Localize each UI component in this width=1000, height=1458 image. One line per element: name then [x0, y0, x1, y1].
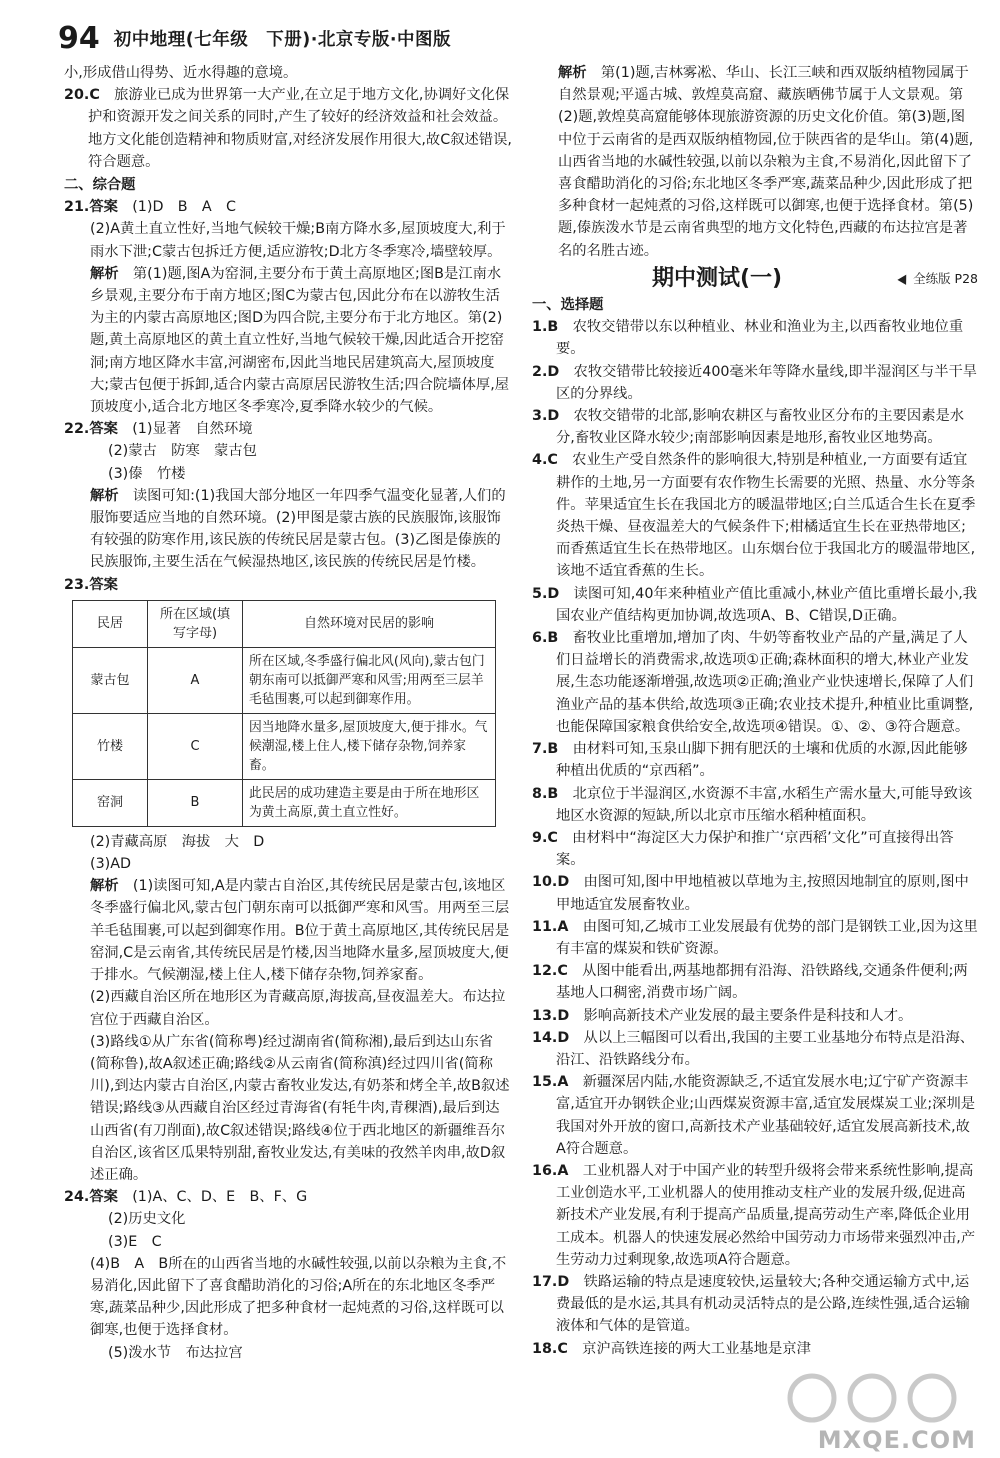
midterm-title: 期中测试(一) — [652, 265, 783, 291]
table-cell: C — [148, 713, 243, 779]
table-cell: 因当地降水量多,屋顶坡度大,便于排水。气候潮湿,楼上住人,楼下储存杂物,饲养家畜。 — [243, 713, 496, 779]
answer-explanation: 农牧交错带的北部,影响农耕区与畜牧业区分布的主要因素是水分,畜牧业区降水较少;南部影响因素是地形,畜牧业区地势高。 — [556, 408, 965, 447]
choice-answer-item — [532, 627, 978, 738]
table-row — [73, 779, 496, 826]
answer-explanation: 农牧交错带以东以种植业、林业和渔业为主,以西畜牧业地位重要。 — [556, 319, 964, 358]
answer-text: (4)B A B所在的山西省当地的水碱性较强,以前以杂粮为主食,不易消化,因此留下了喜食醋助消化的习俗;A所在的东北地区冬季严寒,蔬菜品种少,因此形成了把多种食材一起炖煮的习俗,这样既可以御寒,也便于选择食材。 — [90, 1255, 507, 1339]
choice-answer-item — [532, 827, 978, 871]
answer-item-23: 23.答案 — [64, 576, 118, 593]
table-cell: 窑洞 — [73, 779, 148, 826]
table-row — [73, 713, 496, 779]
answer-number: 7.B — [532, 741, 559, 758]
answer-explanation: 影响高新技术产业发展的最主要条件是科技和人才。 — [583, 1007, 913, 1024]
answer-number: 18.C — [532, 1340, 568, 1357]
analysis-text: 解析 第(1)题,图A为窑洞,主要分布于黄土高原地区;图B是江南水乡景观,主要分布于南方地区;图C为蒙古包,因此分布在以游牧生活为主的内蒙古高原地区;图D为四合院,主要分布于北方地区。第(2)题,黄土高原地区的黄土直立性好,当地气候较干燥,因此适合开挖窑洞;南方地区降水丰富,河湖密布,因此当地民居建筑高大,屋顶坡度大;蒙古包便于拆卸,适合内蒙古高原居民游牧生活;四合院墙体厚,屋顶坡度小,适合北方地区冬季寒冷,夏季降水较少的气候。 — [90, 265, 510, 416]
answer-item-24: 24.答案 (1)A、C、D、E B、F、G — [64, 1189, 308, 1206]
answer-table — [72, 600, 496, 827]
answer-text: (3)傣 竹楼 — [108, 465, 186, 482]
page-number: 94 — [58, 20, 100, 56]
answer-number: 14.D — [532, 1029, 570, 1046]
table-row — [73, 647, 496, 713]
answer-number: 16.A — [532, 1162, 569, 1179]
answer-explanation: 由图可知,乙城市工业发展最有优势的部门是钢铁工业,因为这里有丰富的煤炭和铁矿资源。 — [556, 918, 978, 957]
choice-answer-item — [532, 960, 978, 1004]
choice-answer-item — [532, 449, 978, 582]
answer-explanation: 铁路运输的特点是速度较快,运量较大;各种交通运输方式中,运费最低的是水运,其具有机动灵活特点的是公路,连续性强,适合运输液体和气体的是管道。 — [556, 1273, 970, 1335]
answer-number: 2.D — [532, 363, 560, 380]
pointer-icon — [897, 273, 910, 286]
watermark-text: MXQE.COM — [817, 1426, 976, 1454]
answer-explanation: 北京位于半湿润区,水资源不丰富,水稻生产需水量大,可能导致该地区水资源的短缺,所以北京市压缩水稻种植面积。 — [556, 785, 973, 824]
choice-answer-item — [532, 1027, 978, 1071]
answer-text: (3)E C — [108, 1233, 162, 1250]
answer-text: (2)青藏高原 海拔 大 D — [90, 833, 265, 850]
answer-explanation: 由图可知,图中甲地植被以草地为主,按照因地制宜的原则,图中甲地适宜发展畜牧业。 — [556, 874, 969, 913]
answer-text: (2)蒙古 防寒 蒙古包 — [108, 443, 257, 460]
answer-explanation: 从图中能看出,两基地都拥有沿海、沿铁路线,交通条件便利;两基地人口稠密,消费市场广阔。 — [556, 963, 968, 1002]
choice-answer-item — [532, 316, 978, 360]
answer-explanation: 由材料中“海淀区大力保护和推广‘京西稻’文化”可直接得出答案。 — [556, 829, 954, 869]
answer-explanation: 农业生产受自然条件的影响很大,特别是种植业,一方面要有适宜耕作的土地,另一方面要有农作物生长需要的光照、热量、水分等条件。苹果适宜生长在我国北方的暖温带地区;白兰瓜适合生长在夏季炎热干燥、昼夜温差大的气候条件下;柑橘适宜生长在亚热带地区;而香蕉适宜生长在热带地区。山东烟台位于我国北方的暖温带地区,该地不适宜香蕉的生长。 — [556, 452, 976, 580]
table-header: 民居 — [73, 600, 148, 647]
table-header-row — [73, 600, 496, 647]
answer-number: 13.D — [532, 1007, 570, 1024]
left-column — [64, 62, 512, 1364]
section-heading-2: 二、综合题 — [64, 177, 136, 194]
section-heading-1: 一、选择题 — [532, 297, 604, 314]
reference-label: 全练版 P28 — [899, 268, 978, 290]
choice-answer-item — [532, 871, 978, 915]
answer-explanation: 新疆深居内陆,水能资源缺乏,不适宜发展水电;辽宁矿产资源丰富,适宜开办钢铁企业;山西煤炭资源丰富,适宜发展煤炭工业;深圳是我国对外开放的窗口,高新技术产业基础较好,适宜发展高新技术,故A符合题意。 — [556, 1074, 976, 1157]
page-header — [58, 18, 451, 58]
answer-text: (2)A黄土直立性好,当地气候较干燥;B南方降水多,屋顶坡度大,利于雨水下泄;C蒙古包拆迁方便,适应游牧;D北方冬季寒冷,墙壁较厚。 — [90, 221, 506, 260]
choice-answer-item — [532, 1271, 978, 1338]
answer-number: 11.A — [532, 918, 569, 935]
choice-answer-item — [532, 738, 978, 782]
analysis-text: (2)西藏自治区所在地形区为青藏高原,海拔高,昼夜温差大。布达拉宫位于西藏自治区。 — [90, 989, 506, 1028]
answer-number: 1.B — [532, 319, 559, 336]
table-header: 自然环境对民居的影响 — [243, 600, 496, 647]
answer-explanation: 读图可知,40年来种植业产值比重减小,林业产值比重增长最小,我国农业产值结构更加协调,故选项A、B、C错误,D正确。 — [556, 585, 978, 624]
choice-answer-item — [532, 1071, 978, 1160]
table-cell: A — [148, 647, 243, 713]
table-cell: 蒙古包 — [73, 647, 148, 713]
choice-answer-item — [532, 783, 978, 827]
answer-explanation: 工业机器人对于中国产业的转型升级将会带来系统性影响,提高工业创造水平,工业机器人的使用推动支柱产业的发展升级,促进高新技术产业发展,有利于提高产品质量,提高劳动生产率,降低企业用工成本。机器人的快速发展必然给中国劳动力市场带来强烈冲击,产生劳动力过剩现象,故选项A符合题意。 — [556, 1162, 976, 1268]
answer-item-22: 22.答案 (1)显著 自然环境 — [64, 421, 253, 438]
table-cell: B — [148, 779, 243, 826]
table-cell: 竹楼 — [73, 713, 148, 779]
table-cell: 此民居的成功建造主要是由于所在地形区为黄土高原,黄土直立性好。 — [243, 779, 496, 826]
answer-number: 15.A — [532, 1074, 569, 1091]
right-column — [532, 62, 978, 1360]
answer-number: 8.B — [532, 785, 559, 802]
choice-answer-list — [532, 316, 978, 1360]
answer-text: (2)历史文化 — [108, 1211, 186, 1228]
analysis-text: 解析 (1)读图可知,A是内蒙古自治区,其传统民居是蒙古包,该地区冬季盛行偏北风,蒙古包门朝东南可以抵御严寒和风雪。用两至三层羊毛毡围裹,可以起到御寒作用。B位于黄土高原地区,其传统民居是窑洞,C是云南省,其传统民居是竹楼,因当地降水量多,屋顶坡度大,便于排水。气候潮湿,楼上住人,楼下储存杂物,饲养家畜。 — [90, 878, 510, 984]
choice-answer-item — [532, 1005, 978, 1027]
answer-text: (5)泼水节 布达拉宫 — [108, 1344, 243, 1361]
answer-explanation: 由材料可知,玉泉山脚下拥有肥沃的土壤和优质的水源,因此能够种植出优质的“京西稻”。 — [556, 741, 968, 780]
analysis-text: 解析 第(1)题,吉林雾凇、华山、长江三峡和西双版纳植物园属于自然景观;平遥古城、敦煌莫高窟、藏族晒佛节属于人文景观。第(2)题,敦煌莫高窟能够体现旅游资源的历史文化价值。第(3)题,图中位于云南省的是西双版纳植物园,位于陕西省的是华山。第(4)题,山西省当地的水碱性较强,以前以杂粮为主食,不易消化,因此留下了喜食醋助消化的习俗;东北地区冬季严寒,蔬菜品种少,因此形成了把多种食材一起炖煮的习俗,这样既可以御寒,也便于选择食材。第(5)题,傣族泼水节是云南省典型的地方文化特色,西藏的布达拉宫是著名的名胜古迹。 — [558, 65, 974, 259]
table-header: 所在区域(填写字母) — [148, 600, 243, 647]
answer-number: 17.D — [532, 1273, 570, 1290]
answer-explanation: 从以上三幅图可以看出,我国的主要工业基地分布特点是沿海、沿江、沿铁路线分布。 — [556, 1029, 975, 1068]
answer-item-21: 21.答案 (1)D B A C — [64, 199, 236, 216]
analysis-text: 解析 读图可知:(1)我国大部分地区一年四季气温变化显著,人们的服饰要适应当地的自然环境。(2)甲图是蒙古族的民族服饰,该服饰有较强的防寒作用,该民族的传统民居是蒙古包。(3)乙图是傣族的民族服饰,主要生活在气候湿热地区,该民族的传统民居是竹楼。 — [90, 487, 506, 571]
book-title: 初中地理(七年级 下册)·北京专版·中图版 — [113, 29, 452, 50]
answer-number: 12.C — [532, 963, 568, 980]
choice-answer-item — [532, 1338, 978, 1360]
answer-number: 4.C — [532, 452, 558, 469]
answer-explanation: 京沪高铁连接的两大工业基地是京津 — [582, 1340, 811, 1357]
analysis-text: (3)路线①从广东省(简称粤)经过湖南省(简称湘),最后到达山东省(简称鲁),故A叙述正确;路线②从云南省(简称滇)经过四川省(简称川),到达内蒙古自治区,内蒙古畜牧业发达,有奶茶和烤全羊,故B叙述错误;路线③从西藏自治区经过青海省(有牦牛肉,青稞酒),最后到达山西省(有刀削面),故C叙述错误;路线④位于西北地区的新疆维吾尔自治区,该省区瓜果特别甜,畜牧业发达,有美味的孜然羊肉串,故D叙述正确。 — [90, 1033, 510, 1183]
choice-answer-item — [532, 361, 978, 405]
answer-number: 9.C — [532, 829, 558, 846]
answer-number: 10.D — [532, 874, 570, 891]
answer-number: 6.B — [532, 630, 559, 647]
choice-answer-item — [532, 405, 978, 449]
table-cell: 所在区域,冬季盛行偏北风(风向),蒙古包门朝东南可以抵御严寒和风雪;用两至三层羊毛毡围裹,可以起到御寒作用。 — [243, 647, 496, 713]
answer-explanation: 畜牧业比重增加,增加了肉、牛奶等畜牧业产品的产量,满足了人们日益增长的消费需求,故选项①正确;森林面积的增大,林业产业发展,生态功能逐渐增强,故选项②正确;渔业产业快速增长,保障了人们渔业产品的基本供给,故选项③正确;农业技术提升,种植业比重调整,也能保障国家粮食供给安全,故选项④错误。①、②、③符合题意。 — [556, 630, 974, 735]
choice-answer-item — [532, 583, 978, 627]
answer-number: 3.D — [532, 408, 560, 425]
answer-explanation: 农牧交错带比较接近400毫米年等降水量线,即半湿润区与半干旱区的分界线。 — [556, 363, 978, 402]
answer-item-20: 20.C 旅游业已成为世界第一大产业,在立足于地方文化,协调好文化保护和资源开发之间关系的同时,产生了较好的经济效益和社会效益。地方文化能创造精神和物质财富,对经济发展作用很大,故C叙述错误,符合题意。 — [64, 87, 512, 170]
choice-answer-item — [532, 1160, 978, 1271]
choice-answer-item — [532, 916, 978, 960]
answer-number: 5.D — [532, 585, 560, 602]
answer-text: (3)AD — [90, 856, 132, 873]
text-line: 小,形成借山得势、近水得趣的意境。 — [64, 65, 298, 81]
midterm-heading — [532, 265, 978, 291]
